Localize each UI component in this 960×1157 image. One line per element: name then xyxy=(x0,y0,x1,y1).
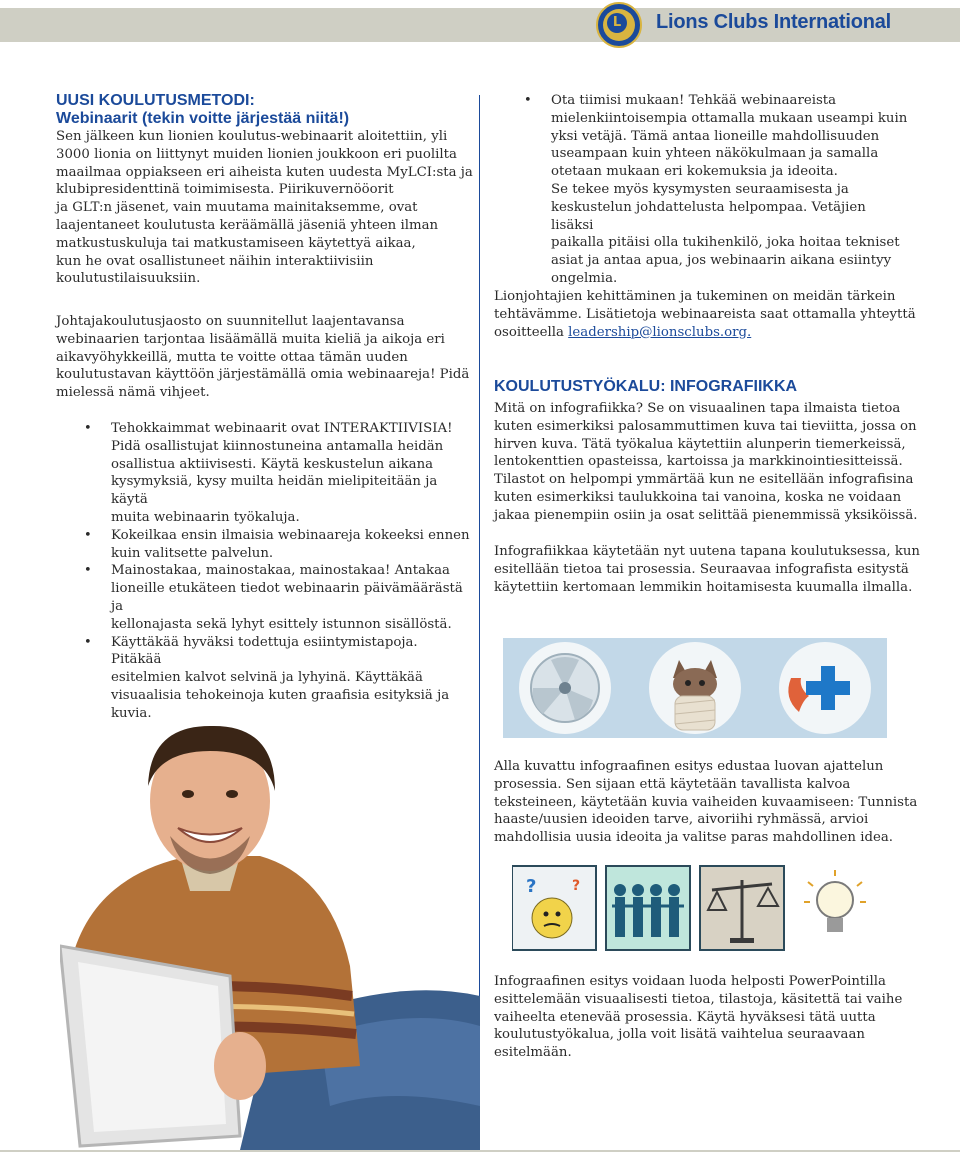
creative-process-infographic xyxy=(512,862,876,954)
section-heading-new-method: UUSI KOULUTUSMETODI: Webinaarit (tekin voitte järjestää niitä!) xyxy=(56,92,350,127)
medical-cross-icon xyxy=(779,642,871,734)
infographic-definition-paragraph: Mitä on infografiikka? Se on visuaalinen tapa ilmaista tietoa kuten esimerkiksi palosammuttimen kuva tai tieviitta, jossa on hirven kuva. Tätä työkalua käytettiin alunperin tiemerkeissä, lentokenttien opasteissa, kartoissa ja markkinointiesitteissä. Tilastot on helpompi ymmärtää kun ne esitellään infografisina kuten esimerkiksi taulukkoina tai vanoina, koska ne voidaan jakaa pienempiin osiin ja osat selittää pienemmissä yksiköissä. xyxy=(494,401,918,523)
list-item: • Mainostakaa, mainostakaa, mainostakaa! Antakaa lioneille etukäteen tiedot webinaarin päivämäärästä ja kellonajasta sekä lyhyt esittely istunnon sisällöstä. xyxy=(84,563,463,632)
man-with-laptop-photo xyxy=(60,706,480,1150)
svg-text:?: ? xyxy=(526,876,537,897)
plans-paragraph: Johtajakoulutusjaosto on suunnitellut laajentavansa webinaarien tarjontaa lisäämällä muita kieliä ja aikoja eri aikavyöhykkeillä, mutta te voitte ottaa tämän uuden koulutustavan käyttöön järjestämällä omia webinaareja! Pidä mielessä nämä vihjeet. xyxy=(56,314,470,401)
footer-line xyxy=(0,1150,960,1152)
tips-list xyxy=(84,420,471,723)
email-link[interactable]: leadership@lionsclubs.org. xyxy=(568,324,752,340)
fan-icon xyxy=(519,642,611,734)
scales-icon xyxy=(700,866,784,950)
question-face-icon xyxy=(512,866,596,950)
contact-paragraph: Lionjohtajien kehittäminen ja tukeminen on meidän tärkein tehtävämme. Lisätietoja webinaareista saat ottamalla yhteyttä osoitteella leadership@lionsclubs.org. xyxy=(494,289,916,340)
pet-care-infographic xyxy=(503,638,887,738)
powerpoint-paragraph: Infograafinen esitys voidaan luoda helposti PowerPointilla esittelemään visuaalisesti tietoa, tilastoja, käsitettä tai vaihe vaiheelta etenevää prosessia. Käytä hyväksesi tätä uutta koulutustyökalua, jolla voit lisätä vaihtelua seuraavaan esitelmään. xyxy=(494,974,903,1061)
creative-process-paragraph: Alla kuvattu infograafinen esitys edustaa luovan ajattelun prosessia. Sen sijaan että käytetään tavallista kalvoa teksteineen, käytetään kuvia vaiheiden kuvaamiseen: Tunnista haaste/uusien ideoiden tarve, aivoriihi ryhmässä, arvioi mahdollisia uusia ideoita ja valitse paras mahdollinen idea. xyxy=(494,759,918,846)
infographic-usage-paragraph: Infografiikkaa käytetään nyt uutena tapana koulutuksessa, kun esitellään tietoa tai prosessia. Seuraavaa infografista esitystä käytettiin kertomaan lemmikin hoitamisesta kuumalla ilmalla. xyxy=(494,544,921,595)
brand-title: Lions Clubs International xyxy=(656,11,892,33)
team-tip-list xyxy=(524,92,911,288)
section-heading-infographics: KOULUTUSTYÖKALU: INFOGRAFIIKKA xyxy=(494,378,798,395)
intro-paragraph: Sen jälkeen kun lionien koulutus-webinaarit aloitettiin, yli 3000 lionia on liittynyt muiden lionien joukkoon eri puolilta maailmaa oppiakseen eri aiheista kuten uudesta MyLCI:sta ja klubipresidenttinä toimimisesta. Piirikuvernööorit ja GLT:n jäsenet, vain muutama mainitaksemme, ovat laajentaneet koulutusta keräämällä jäseniä yhteen ilman matkustuskuluja tai matkustamiseen käytettyä aikaa, kun he ovat osallistuneet näihin interaktiivisiin koulutustilaisuuksiin. xyxy=(56,129,473,287)
mummy-cat-icon xyxy=(649,642,741,734)
people-chain-icon xyxy=(606,866,690,950)
list-item: • Kokeilkaa ensin ilmaisia webinaareja kokeeksi ennen kuin valitsette palvelun. xyxy=(84,527,470,561)
list-item: • Käyttäkää hyväksi todettuja esiintymistapoja. Pitäkää esitelmien kalvot selvinä ja lyhyinä. Käyttäkää visuaalisia tehokeinoja kuten graafisia esityksiä ja kuvia. xyxy=(84,634,450,721)
svg-text:?: ? xyxy=(572,878,581,894)
lightbulb-icon xyxy=(794,866,876,950)
list-item: • Ota tiimisi mukaan! Tehkää webinaareista mielenkiintoisempia ottamalla mukaan useampi kuin yksi vetäjä. Tämä antaa lioneille mahdollisuuden useampaan kuin yhteen näkökulmaan ja samalla otetaan mukaan eri kokemuksia ja ideoita. Se tekee myös kysymysten seuraamisesta ja keskustelun johdattelusta helpompaa. Vetäjien lisäksi paikalla pitäisi olla tukihenkilö, joka hoitaa tekniset asiat ja antaa apua, jos webinaarin aikana esiintyy ongelmia. xyxy=(524,93,908,286)
header-bar xyxy=(0,8,960,42)
lions-logo-icon: L xyxy=(596,2,642,48)
list-item: • Tehokkaimmat webinaarit ovat INTERAKTIIVISIA! Pidä osallistujat kiinnostuneina antamalla heidän osallistua aktiivisesti. Käytä keskustelun aikana kysymyksiä, kysy muilta heidän mielipiteitään ja käytä muita webinaarin työkaluja. xyxy=(84,421,453,525)
